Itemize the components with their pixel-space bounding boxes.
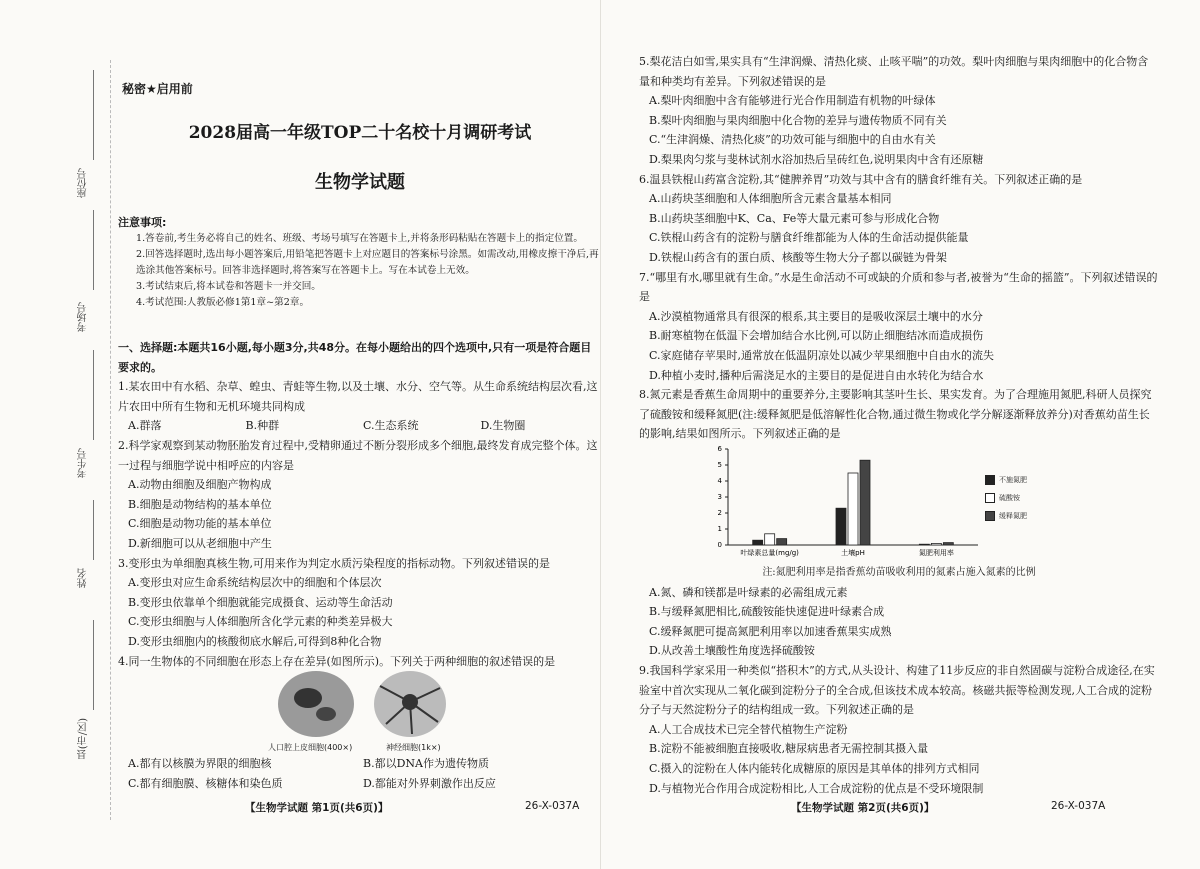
question-1: 1.某农田中有水稻、杂草、蝗虫、青蛙等生物,以及土壤、水分、空气等。从生命系统结构层次看,这片农田中所有生物和无机环境共同构成 [118,380,598,413]
option: C.变形虫细胞与人体细胞所含化学元素的种类差异极大 [128,615,393,629]
note-item: 4.考试范围:人教版必修1第1章~第2章。 [136,297,310,308]
binding-label-room: 考场号 [78,302,89,332]
question-8: 8.氮元素是香蕉生命周期中的重要养分,主要影响其茎叶生长、果实发育。为了合理施用氮肥,科研人员探究了硫酸铵和缓释氮肥(注:缓释氮肥是低溶解性化合物,通过微生物或化学分解逐渐释放养分)对香蕉幼苗生长的影响,结果如图所示。下列叙述正确的是 [639,388,1152,441]
notes-title: 注意事项: [118,216,167,229]
exam-title: 2028届高一年级TOP二十名校十月调研考试 [188,123,532,143]
option: D.都能对外界刺激作出反应 [363,776,496,790]
questions-page-1 [118,338,598,671]
chart-note: 注:氮肥利用率是指香蕉幼苗吸收利用的氮素占施入氮素的比例 [762,567,1036,578]
binding-label-name: 姓名 [78,568,89,588]
question-3: 3.变形虫为单细胞真核生物,可用来作为判定水质污染程度的指标动物。下列叙述错误的是 [118,556,550,570]
option: D.种植小麦时,播种后需浇足水的主要目的是促进自由水转化为结合水 [649,368,984,382]
option: B.都以DNA作为遗传物质 [363,757,489,770]
y-tick-label: 5 [717,461,722,469]
bar [860,460,870,545]
caption-epithelial: 人口腔上皮细胞(400×) [268,743,353,752]
bar [943,543,953,545]
option: B.细胞是动物结构的基本单位 [128,497,272,511]
q1-options [118,416,598,436]
binding-line [93,70,94,160]
x-tick-label: 氮肥利用率 [918,549,954,557]
option: D.变形虫细胞内的核酸彻底水解后,可得到8种化合物 [128,634,382,648]
exam-subtitle: 生物学试题 [315,172,405,193]
option: A.氮、磷和镁都是叶绿素的必需组成元素 [649,585,848,599]
binding-label-seat: 座位号 [78,168,89,198]
note-item: 1.答卷前,考生务必将自己的姓名、班级、考场号填写在答题卡上,并将条形码粘贴在答题卡上的指定位置。 [136,233,583,244]
option: A.梨叶肉细胞中含有能够进行光合作用制造有机物的叶绿体 [649,94,936,108]
option: C.家庭储存苹果时,通常放在低温阴凉处以减少苹果细胞中自由水的流失 [649,348,995,362]
option: C.铁棍山药含有的淀粉与膳食纤维都能为人体的生命活动提供能量 [649,231,969,245]
option: B.山药块茎细胞中K、Ca、Fe等大量元素可参与形成化合物 [649,211,940,225]
questions-page-2-top [639,52,1159,444]
page-footer: 【生物学试题 第2页(共6页)】 [791,802,935,814]
secret-mark: 秘密★启用前 [122,82,193,96]
option: A.山药块茎细胞和人体细胞所含元素含量基本相同 [649,192,892,206]
cell-micrographs [268,668,478,744]
option: D.从改善土壤酸性角度选择硫酸铵 [649,644,815,658]
question-6: 6.温县铁棍山药富含淀粉,其“健脾养胃”功效与其中含有的膳食纤维有关。下列叙述正确的是 [639,172,1083,186]
option: B.耐寒植物在低温下会增加结合水比例,可以防止细胞结冰而造成损伤 [649,329,984,343]
bar [765,534,775,545]
bar [753,540,763,545]
legend-item: 硫酸铵 [985,489,1027,507]
option: D.与植物光合作用合成淀粉相比,人工合成淀粉的优点是不受环境限制 [649,781,984,795]
epithelial-nucleus [294,688,322,708]
bar [848,473,858,545]
binding-line [93,210,94,290]
bar [919,544,929,545]
section-heading: 一、选择题:本题共16小题,每小题3分,共48分。在每小题给出的四个选项中,只有一项是符合题目要求的。 [118,341,592,374]
legend-swatch [985,511,995,521]
bar [836,508,846,545]
page-footer: 【生物学试题 第1页(共6页)】 [245,802,389,814]
legend-swatch [985,493,995,503]
fertilizer-chart [700,441,1070,591]
legend-item: 不施氮肥 [985,471,1027,489]
exam-notes [118,215,600,311]
option: A.人工合成技术已完全替代植物生产淀粉 [649,722,848,736]
option: B.种群 [245,419,280,433]
q4-options [118,754,598,793]
page-2 [600,0,1200,869]
binding-label-county: 县(市/区) [78,718,89,760]
option: A.群落 [128,419,162,433]
binding-line [93,350,94,440]
note-item: 2.回答选择题时,选出每小题答案后,用铅笔把答题卡上对应题目的答案标号涂黑。如需改动,用橡皮擦干净后,再选涂其他答案标号。回答非选择题时,将答案写在答题卡上。写在本试卷上无效。 [136,249,599,276]
caption-neuron: 神经细胞(1k×) [386,743,441,752]
option: B.淀粉不能被细胞直接吸收,糖尿病患者无需控制其摄入量 [649,742,929,756]
option: A.沙漠植物通常具有很深的根系,其主要目的是吸收深层土壤中的水分 [649,309,983,323]
paper-code: 26-X-037A [525,800,580,812]
question-2: 2.科学家观察到某动物胚胎发育过程中,受精卵通过不断分裂形成多个细胞,最终发育成完整个体。这一过程与细胞学说中相呼应的内容是 [118,438,598,472]
option: D.生物圈 [480,419,526,433]
y-tick-label: 6 [717,445,722,453]
cell-figure [268,668,478,758]
binding-label-examno: 考生号 [78,448,89,478]
question-5: 5.梨花洁白如雪,果实具有“生津润燥、清热化痰、止咳平喘”的功效。梨叶肉细胞与果肉细胞中的化合物含量和种类均有差异。下列叙述错误的是 [639,55,1149,88]
paper-code: 26-X-037A [1051,800,1106,812]
question-4: 4.同一生物体的不同细胞在形态上存在差异(如图所示)。下列关于两种细胞的叙述错误的是 [118,654,556,668]
option: B.梨叶肉细胞与果肉细胞中化合物的差异与遗传物质不同有关 [649,113,947,127]
chart-legend [985,471,1027,525]
y-tick-label: 0 [717,541,722,549]
option: D.铁棍山药含有的蛋白质、核酸等生物大分子都以碳链为骨架 [649,250,947,264]
option: D.梨果肉匀浆与斐林试剂水浴加热后呈砖红色,说明果肉中含有还原糖 [649,152,984,166]
option: A.动物由细胞及细胞产物构成 [128,478,272,492]
x-tick-label: 叶绿素总量(mg/g) [740,549,799,557]
option: C.缓释氮肥可提高氮肥利用率以加速香蕉果实成熟 [649,624,892,638]
option: A.都有以核膜为界限的细胞核 [128,757,272,770]
option: B.与缓释氮肥相比,硫酸铵能快速促进叶绿素合成 [649,605,885,619]
y-tick-label: 4 [717,477,722,485]
bar [931,543,941,545]
bar [777,539,787,545]
y-tick-label: 2 [717,509,722,517]
binding-line [93,500,94,560]
y-tick-label: 1 [717,525,722,533]
bar-chart [700,441,980,561]
question-9: 9.我国科学家采用一种类似“搭积木”的方式,从头设计、构建了11步反应的非自然固碳与淀粉合成途径,在实验室中首次实现从二氧化碳到淀粉分子的全合成,但该技术成本较高。核磁共振等检测发现,人工合成的淀粉分子与天然淀粉分子的结构组成一致。下列叙述正确的是 [639,663,1155,717]
y-tick-label: 3 [717,493,722,501]
option: C.都有细胞膜、核糖体和染色质 [128,776,283,790]
option: C.“生津润燥、清热化痰”的功效可能与细胞中的自由水有关 [649,133,936,147]
option: A.变形虫对应生命系统结构层次中的细胞和个体层次 [128,576,382,590]
option: C.摄入的淀粉在人体内能转化成糖原的原因是其单体的排列方式相同 [649,761,980,775]
option: C.生态系统 [363,419,419,433]
binding-line [93,620,94,710]
option: D.新细胞可以从老细胞中产生 [128,536,272,550]
option: C.细胞是动物功能的基本单位 [128,517,272,531]
x-tick-label: 土壤pH [841,549,865,557]
legend-swatch [985,475,995,485]
note-item: 3.考试结束后,将本试卷和答题卡一并交回。 [136,281,321,292]
questions-page-2-bottom [639,563,1159,798]
question-7: 7.“哪里有水,哪里就有生命。”水是生命活动不可或缺的介质和参与者,被誉为“生命的摇篮”。下列叙述错误的是 [639,270,1158,304]
legend-item: 缓释氮肥 [985,507,1027,525]
option: B.变形虫依靠单个细胞就能完成摄食、运动等生命活动 [128,595,393,609]
